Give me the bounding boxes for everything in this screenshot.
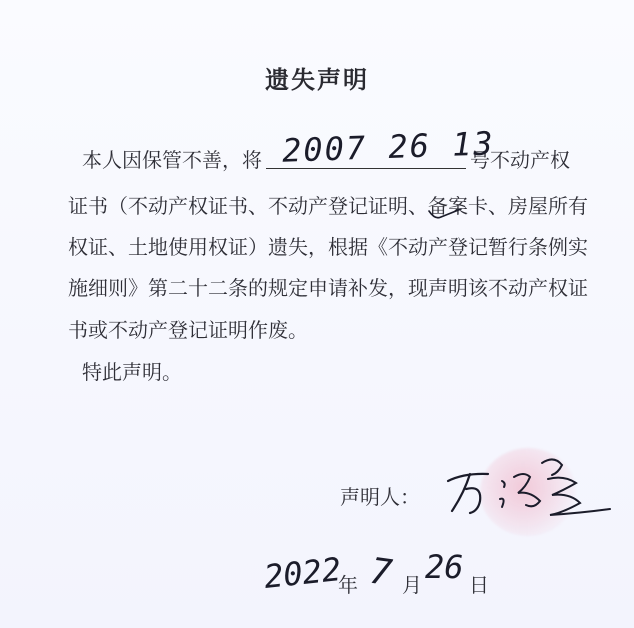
body-line-1-before: 本人因保管不善，将 [82,148,262,172]
handwritten-certificate-number: 2007 26 13 [281,124,496,170]
document-title: 遗失声明 [265,66,369,94]
body-line-5: 书或不动产登记证明作废。 [68,318,308,342]
date-month-label: 月 [402,573,422,597]
body-line-3: 权证、土地使用权证）遗失，根据《不动产登记暂行条例实 [68,235,588,259]
date-year-handwritten: 2022 [262,550,343,596]
declarant-label: 声明人： [340,485,420,509]
body-line-1-after: 号不动产权 [470,148,570,172]
check-mark-icon [427,208,463,220]
body-line-4: 施细则》第二十二条的规定申请补发，现声明该不动产权证 [68,276,588,300]
closing-statement: 特此声明。 [82,360,182,384]
body-line-2: 证书（不动产权证书、不动产登记证明、备案卡、房屋所有 [68,194,588,218]
handwritten-signature [430,443,615,533]
date-month-handwritten: 7 [367,550,395,595]
date-day-label: 日 [469,573,489,597]
date-day-handwritten: 26 [425,548,464,586]
date-year-label: 年 [338,573,358,597]
